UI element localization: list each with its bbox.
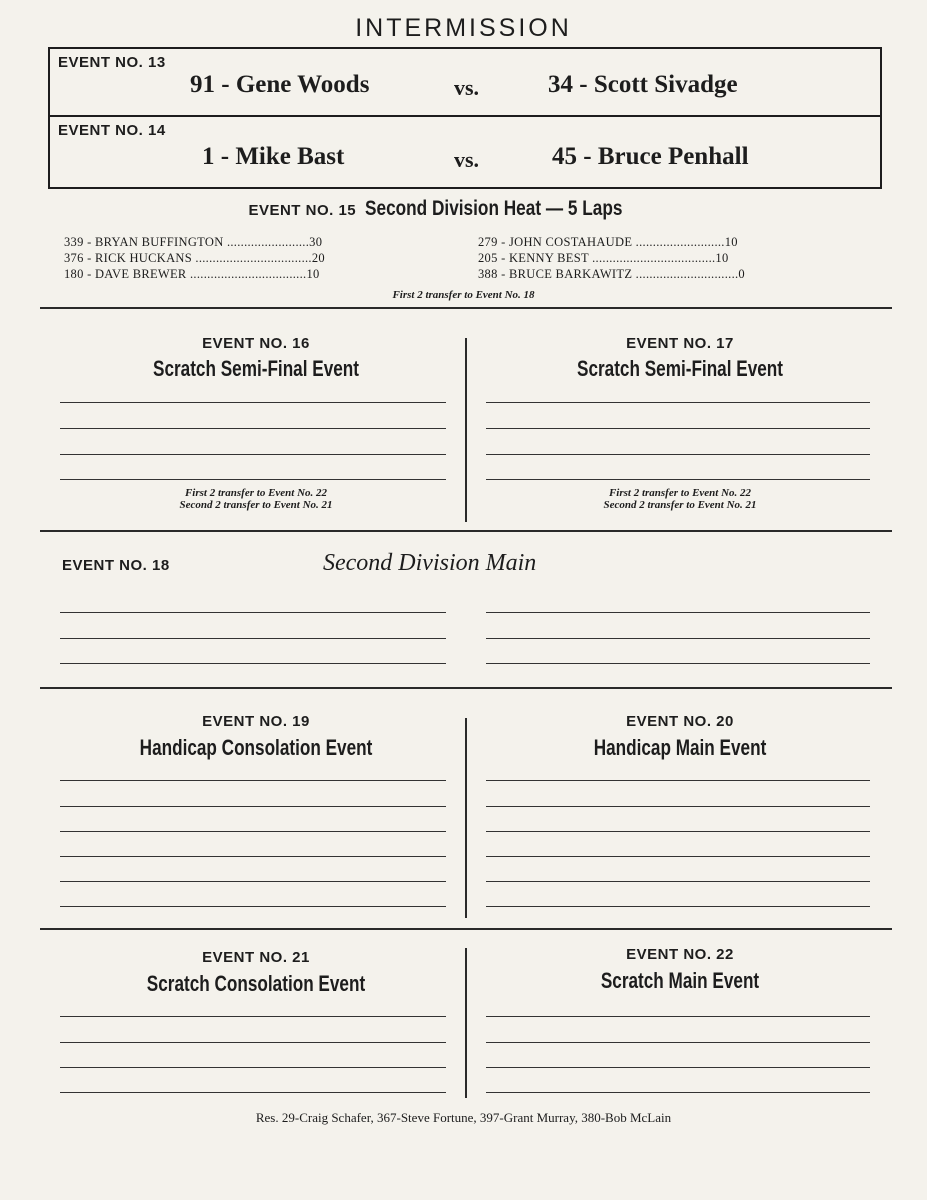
entry-line: [60, 454, 446, 455]
entry-line: [60, 1092, 446, 1093]
event-14-vs: vs.: [454, 147, 480, 172]
event-14-label: EVENT NO. 14: [58, 122, 166, 139]
event-13-racer-left: 91 - Gene Woods: [190, 71, 370, 98]
event-20-name: Handicap Main Event: [593, 735, 767, 760]
event-15-entry: 279 - JOHN COSTAHAUDE ..........................10: [478, 235, 738, 249]
event-21-label: EVENT NO. 21: [202, 949, 310, 966]
entry-line: [486, 479, 870, 480]
event-22-name: Scratch Main Event: [600, 968, 760, 993]
section-divider: [40, 530, 892, 532]
event-20-label: EVENT NO. 20: [626, 713, 734, 730]
event-13-box: [48, 47, 882, 117]
event-17-transfer-note: First 2 transfer to Event No. 22: [608, 487, 752, 499]
entry-line: [486, 906, 870, 907]
event-15-header: [0, 197, 927, 221]
entry-line: [486, 663, 870, 664]
event-19-label: EVENT NO. 19: [202, 713, 310, 730]
event-15-description: Second Division Heat — 5 Laps: [364, 197, 623, 220]
entry-line: [486, 780, 870, 781]
column-divider: [465, 948, 467, 1098]
entry-line: [60, 402, 446, 403]
event-18-label: EVENT NO. 18: [62, 557, 170, 574]
event-17-name: Scratch Semi-Final Event: [577, 356, 783, 381]
event-13-vs: vs.: [454, 75, 480, 100]
section-divider: [40, 687, 892, 689]
entry-line: [60, 806, 446, 807]
event-13-label: EVENT NO. 13: [58, 54, 166, 71]
entry-line: [60, 906, 446, 907]
event-22-label: EVENT NO. 22: [626, 946, 734, 963]
column-divider: [465, 338, 467, 522]
entry-line: [60, 663, 446, 664]
entry-line: [60, 428, 446, 429]
entry-line: [486, 1016, 870, 1017]
entry-line: [60, 831, 446, 832]
event-17-label: EVENT NO. 17: [626, 335, 734, 352]
event-16-transfer-note: Second 2 transfer to Event No. 21: [179, 499, 333, 511]
entry-line: [60, 780, 446, 781]
entry-line: [60, 1016, 446, 1017]
entry-line: [60, 479, 446, 480]
page-title: INTERMISSION: [355, 14, 572, 42]
event-15-entry: 376 - RICK HUCKANS ..................................20: [64, 251, 325, 265]
entry-line: [60, 1067, 446, 1068]
event-14-box: [48, 117, 882, 189]
event-14-racer-right: 45 - Bruce Penhall: [552, 143, 749, 170]
section-divider: [40, 928, 892, 930]
event-15-entry: 180 - DAVE BREWER ..................................10: [64, 267, 320, 281]
event-15-entry: 339 - BRYAN BUFFINGTON ........................30: [64, 235, 323, 249]
entry-line: [486, 806, 870, 807]
event-17-transfer-note: Second 2 transfer to Event No. 21: [603, 499, 757, 511]
event-18-name: Second Division Main: [323, 550, 537, 576]
event-16-label: EVENT NO. 16: [202, 335, 310, 352]
event-13-racer-right: 34 - Scott Sivadge: [548, 71, 738, 98]
entry-line: [486, 856, 870, 857]
entry-line: [486, 831, 870, 832]
event-16-transfer-note: First 2 transfer to Event No. 22: [184, 487, 328, 499]
column-divider: [465, 718, 467, 918]
entry-line: [486, 454, 870, 455]
event-14-racer-left: 1 - Mike Bast: [202, 143, 345, 170]
entry-line: [486, 1067, 870, 1068]
event-15-entry: 205 - KENNY BEST ....................................10: [478, 251, 729, 265]
entry-line: [60, 638, 446, 639]
event-19-name: Handicap Consolation Event: [139, 735, 373, 760]
event-16-name: Scratch Semi-Final Event: [153, 356, 359, 381]
entry-line: [60, 1042, 446, 1043]
event-21-name: Scratch Consolation Event: [146, 971, 366, 996]
entry-line: [486, 612, 870, 613]
event-15-transfer-note: First 2 transfer to Event No. 18: [392, 289, 535, 301]
entry-line: [486, 881, 870, 882]
event-15-entry: 388 - BRUCE BARKAWITZ ..............................0: [478, 267, 745, 281]
event-15-label: EVENT NO. 15: [248, 202, 357, 219]
entry-line: [486, 1042, 870, 1043]
entry-line: [486, 402, 870, 403]
entry-line: [486, 1092, 870, 1093]
entry-line: [60, 612, 446, 613]
reserves-note: Res. 29-Craig Schafer, 367-Steve Fortune, 397-Grant Murray, 380-Bob McLain: [255, 1110, 672, 1125]
entry-line: [60, 881, 446, 882]
entry-line: [486, 428, 870, 429]
section-divider: [40, 307, 892, 309]
entry-line: [60, 856, 446, 857]
entry-line: [486, 638, 870, 639]
